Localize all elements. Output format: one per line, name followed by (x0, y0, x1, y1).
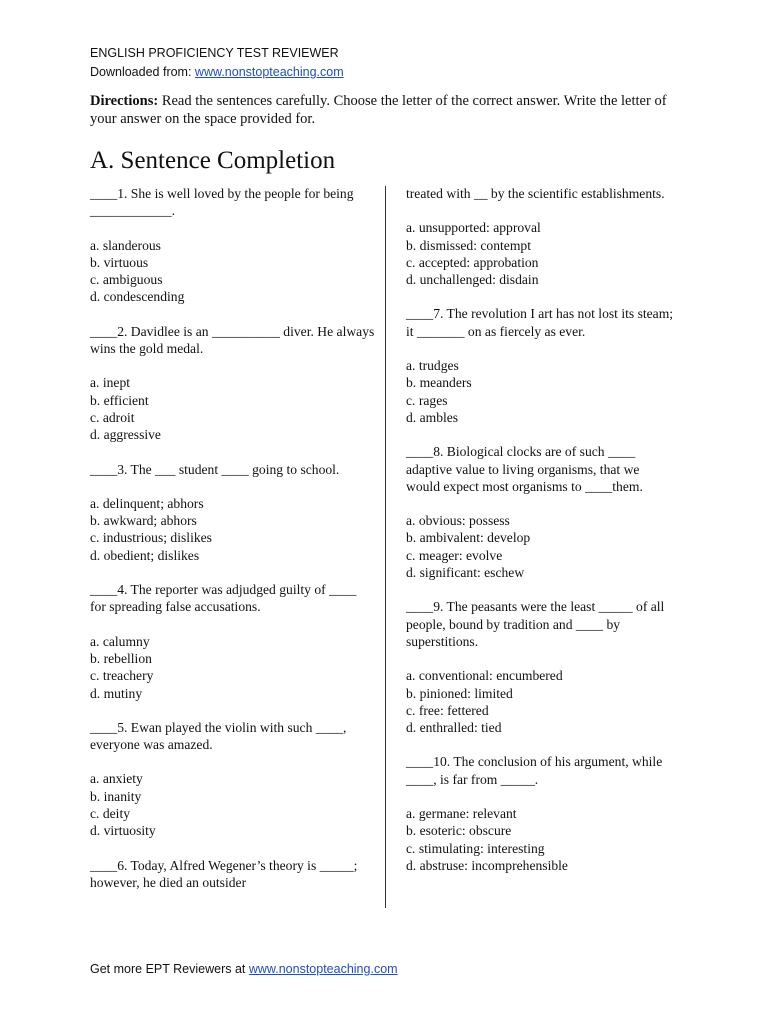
answer-option: a. slanderous (90, 237, 161, 253)
source-line (90, 63, 344, 82)
question-stem: ____5. Ewan played the violin with such ____, everyone was amazed. (90, 719, 347, 753)
question-item (406, 443, 676, 581)
answer-options (90, 374, 375, 443)
source-label: Downloaded from: (90, 65, 195, 79)
page-footer (90, 961, 398, 977)
answer-options (406, 512, 676, 581)
answer-option: c. free: fettered (406, 702, 489, 718)
question-item (406, 185, 676, 288)
answer-option: d. aggressive (90, 427, 161, 443)
answer-options (406, 219, 676, 288)
question-item (90, 719, 375, 840)
answer-option: b. dismissed: contempt (406, 237, 531, 253)
answer-options (406, 357, 676, 426)
question-stem: treated with __ by the scientific establishments. (406, 186, 665, 201)
answer-option: d. ambles (406, 409, 459, 425)
answer-option: a. germane: relevant (406, 806, 517, 822)
answer-option: b. esoteric: obscure (406, 823, 512, 839)
page-header (90, 44, 344, 82)
answer-option: b. efficient (90, 392, 149, 408)
question-item (90, 857, 375, 892)
question-item (90, 461, 375, 564)
answer-option: a. obvious: possess (406, 513, 510, 529)
answer-options (90, 237, 375, 306)
question-stem: ____8. Biological clocks are of such ____ adaptive value to living organisms, that we would expect most organisms to ____them. (406, 444, 643, 494)
answer-options (406, 667, 676, 736)
answer-option: b. inanity (90, 788, 142, 804)
answer-option: c. adroit (90, 409, 135, 425)
answer-option: c. ambiguous (90, 272, 163, 288)
source-link[interactable]: www.nonstopteaching.com (194, 65, 344, 79)
answer-options (90, 633, 375, 702)
answer-option: d. condescending (90, 289, 185, 305)
answer-option: c. rages (406, 392, 448, 408)
answer-option: a. delinquent; abhors (90, 495, 204, 511)
answer-option: a. trudges (406, 358, 459, 374)
answer-option: d. virtuosity (90, 823, 156, 839)
question-item (406, 305, 676, 426)
question-stem: ____9. The peasants were the least _____ of all people, bound by tradition and ____ by superstitions. (406, 599, 665, 649)
answer-option: d. significant: eschew (406, 565, 525, 581)
directions (90, 92, 680, 128)
question-item (90, 185, 375, 306)
answer-options (406, 805, 676, 874)
answer-option: c. treachery (90, 668, 154, 684)
question-stem: ____1. She is well loved by the people for being ____________. (90, 186, 354, 219)
question-item (406, 598, 676, 736)
question-item (90, 581, 375, 702)
footer-text: Get more EPT Reviewers at (90, 962, 249, 976)
answer-option: a. anxiety (90, 771, 143, 787)
section-title: A. Sentence Completion (90, 147, 336, 174)
question-stem: ____7. The revolution I art has not lost its steam; it _______ on as fiercely as ever. (406, 306, 674, 339)
answer-options (90, 770, 375, 839)
left-column (90, 185, 375, 908)
column-divider (385, 186, 386, 908)
answer-option: c. deity (90, 806, 131, 822)
answer-option: b. meanders (406, 375, 472, 391)
question-stem: ____3. The ___ student ____ going to school. (90, 461, 340, 477)
answer-option: d. abstruse: incomprehensible (406, 857, 568, 873)
directions-text: Read the sentences carefully. Choose the letter of the correct answer. Write the letter of your answer on the space provided for. (90, 93, 667, 127)
answer-option: d. obedient; dislikes (90, 547, 200, 563)
answer-option: d. enthralled: tied (406, 720, 502, 736)
answer-options (90, 495, 375, 564)
question-stem: ____2. Davidlee is an __________ diver. He always wins the gold medal. (90, 323, 375, 357)
answer-option: b. rebellion (90, 650, 152, 666)
answer-option: a. calumny (90, 633, 150, 649)
answer-option: b. awkward; abhors (90, 513, 197, 529)
answer-option: a. conventional: encumbered (406, 668, 563, 684)
question-stem: ____10. The conclusion of his argument, while ____, is far from _____. (406, 754, 663, 787)
right-column (406, 185, 676, 891)
answer-option: c. meager: evolve (406, 547, 503, 563)
answer-option: a. inept (90, 375, 131, 391)
question-item (406, 753, 676, 874)
footer-link[interactable]: www.nonstopteaching.com (248, 962, 398, 976)
answer-option: b. ambivalent: develop (406, 530, 531, 546)
answer-option: a. unsupported: approval (406, 220, 541, 236)
answer-option: d. unchallenged: disdain (406, 272, 539, 288)
directions-label: Directions: (90, 93, 159, 109)
answer-option: c. stimulating: interesting (406, 840, 545, 856)
answer-option: b. virtuous (90, 254, 149, 270)
answer-option: d. mutiny (90, 685, 143, 701)
document-title: ENGLISH PROFICIENCY TEST REVIEWER (90, 46, 339, 60)
question-item (90, 323, 375, 444)
question-stem: ____4. The reporter was adjudged guilty of ____ for spreading false accusations. (90, 582, 357, 615)
answer-option: c. accepted: approbation (406, 254, 539, 270)
answer-option: c. industrious; dislikes (90, 530, 212, 546)
question-stem: ____6. Today, Alfred Wegener’s theory is _____; however, he died an outsider (90, 857, 358, 890)
answer-option: b. pinioned: limited (406, 685, 513, 701)
